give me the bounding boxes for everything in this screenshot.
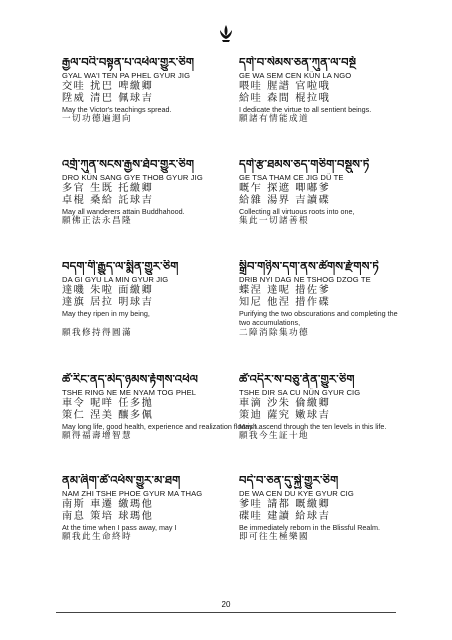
chinese-phonetic-line: 給哇 森間 棍拉哦 [239, 93, 331, 104]
chinese-phonetic-line: 車滴 沙朱 倫繳卿 [239, 398, 331, 409]
chinese-translation: 願我此生命終時 [62, 532, 132, 543]
english-translation: May I ascend through the ten levels in this life. [239, 422, 387, 431]
chinese-phonetic-line: 卓棍 桑給 託球吉 [62, 195, 154, 206]
chinese-phonetic-line: 給雜 湯界 吉讀碟 [239, 195, 331, 206]
romanization-line: NAM ZHI TSHE PHOE GYUR MA THAG [62, 489, 203, 498]
tibetan-line: ནམ་ཞིག་ཚེ་འཕོས་གྱུར་མ་ཐག [62, 474, 181, 487]
lotus-ornament-icon [218, 24, 234, 44]
tibetan-line: བདེ་བ་ཅན་དུ་སྐྱེ་གྱུར་ཅིག [239, 474, 339, 487]
chinese-translation: 一切功德遍迴向 [62, 114, 132, 125]
page-number: 20 [221, 600, 231, 609]
chinese-translation: 集此一切諸善根 [239, 216, 309, 227]
chinese-phonetic-line: 喂哇 腥譜 官啦哦 [239, 81, 331, 92]
chinese-phonetic-line: 蝶涅 達呢 措佐爹 [239, 285, 331, 296]
chinese-translation: 願我今生証十地 [239, 431, 309, 442]
chinese-translation: 願得福壽增智慧 [62, 431, 132, 442]
chinese-phonetic-line: 達嘰 朱啦 面繳卿 [62, 285, 154, 296]
english-translation: At the time when I pass away, may I [62, 523, 177, 532]
english-translation: Be immediately reborn in the Blissful Realm. [239, 523, 381, 532]
chinese-phonetic-line: 碟哇 建讀 給球吉 [239, 511, 331, 522]
romanization-line: TSHE RING NE ME NYAM TOG PHEL [62, 388, 197, 397]
verse-6 [239, 260, 425, 339]
chinese-translation: 願佛正法永昌隆 [62, 216, 132, 227]
chinese-phonetic-line: 交哇 扰巴 啤繳卿 [62, 81, 154, 92]
tibetan-line: ཚེ་རིང་ནད་མེད་ཉམས་རྟོགས་འཕེལ [62, 373, 199, 386]
chinese-translation: 二障消除集功德 [239, 327, 309, 338]
chinese-phonetic-line: 知尼 他涅 措作碟 [239, 297, 331, 308]
tibetan-line: འགྲོ་ཀུན་སངས་རྒྱས་ཐོབ་གྱུར་ཅིག [62, 158, 195, 171]
chinese-phonetic-line: 爹哇 請都 嘅繳卿 [239, 499, 331, 510]
tibetan-line: བདག་གི་རྒྱུད་ལ་སྨིན་གྱུར་ཅིག [62, 260, 179, 273]
tibetan-line: སྒྲིབ་གཉིས་དག་ནས་ཚོགས་རྫོགས་ཏེ [239, 260, 379, 273]
verse-4 [239, 158, 425, 227]
verse-10 [239, 474, 425, 543]
chinese-translation: 願諸有情能成道 [239, 114, 309, 125]
romanization-line: GE TSA THAM CE JIG DÜ TE [239, 173, 344, 182]
english-translation: May they ripen in my being, [62, 309, 150, 318]
romanization-line: DE WA CEN DU KYE GYUR CIG [239, 489, 354, 498]
chinese-phonetic-line: 多官 生既 托繳卿 [62, 183, 154, 194]
english-translation: May long life, good health, experience and realization flourish. [62, 422, 259, 431]
verse-2 [239, 56, 425, 125]
verse-1 [62, 56, 248, 125]
english-translation: two accumulations, [239, 318, 301, 328]
romanization-line: DRIB NYI DAG NE TSHOG DZOG TE [239, 275, 371, 284]
romanization-line: DRO KÜN SANG GYE THOB GYUR JIG [62, 173, 203, 182]
verse-3 [62, 158, 248, 227]
chinese-phonetic-line: 策迪 薩究 嫩球吉 [239, 410, 331, 421]
tibetan-line: དགེ་བ་སེམས་ཅན་ཀུན་ལ་བསྔོ [239, 56, 357, 69]
tibetan-line: དགེ་རྩ་ཐམས་ཅད་གཅིག་བསྡུས་ཏེ [239, 158, 370, 171]
english-translation: May the Victor's teachings spread. [62, 105, 172, 114]
romanization-line: TSHE DIR SA CU NÜN GYUR CIG [239, 388, 361, 397]
english-translation: Purifying the two obscurations and completing the [239, 309, 398, 318]
tibetan-line: ཚེ་འདིར་ས་བཅུ་ནོན་གྱུར་ཅིག [239, 373, 355, 386]
romanization-line: DA GI GYU LA MIN GYUR JIG [62, 275, 169, 284]
chinese-phonetic-line: 策仁 涅美 釀多佩 [62, 410, 154, 421]
english-translation: May all wanderers attain Buddhahood. [62, 207, 185, 216]
verse-9 [62, 474, 248, 543]
chinese-translation: 願我修持得圓滿 [62, 328, 132, 339]
chinese-translation: 即可往生極樂國 [239, 532, 309, 543]
chinese-phonetic-line: 嘅乍 探遮 唧嘟爹 [239, 183, 331, 194]
verse-5 [62, 260, 248, 339]
verse-7 [62, 373, 259, 442]
tibetan-line: རྒྱལ་བའི་བསྟན་པ་འཕེལ་གྱུར་ཅིག [62, 56, 195, 69]
chinese-phonetic-line: 車令 呢咩 任多拋 [62, 398, 154, 409]
chinese-phonetic-line: 南息 策培 球瑪他 [62, 511, 154, 522]
chinese-phonetic-line: 陞威 清巴 佩球吉 [62, 93, 154, 104]
verse-8 [239, 373, 425, 442]
english-translation: Collecting all virtuous roots into one, [239, 207, 355, 216]
romanization-line: GYAL WA'I TEN PA PHEL GYUR JIG [62, 71, 191, 80]
romanization-line: GE WA SEM CEN KÜN LA NGO [239, 71, 352, 80]
chinese-phonetic-line: 達旗 居拉 明球吉 [62, 297, 154, 308]
english-translation: I dedicate the virtue to all sentient beings. [239, 105, 372, 114]
footer-divider [56, 612, 396, 613]
chinese-phonetic-line: 南斯 車遷 繳瑪他 [62, 499, 154, 510]
